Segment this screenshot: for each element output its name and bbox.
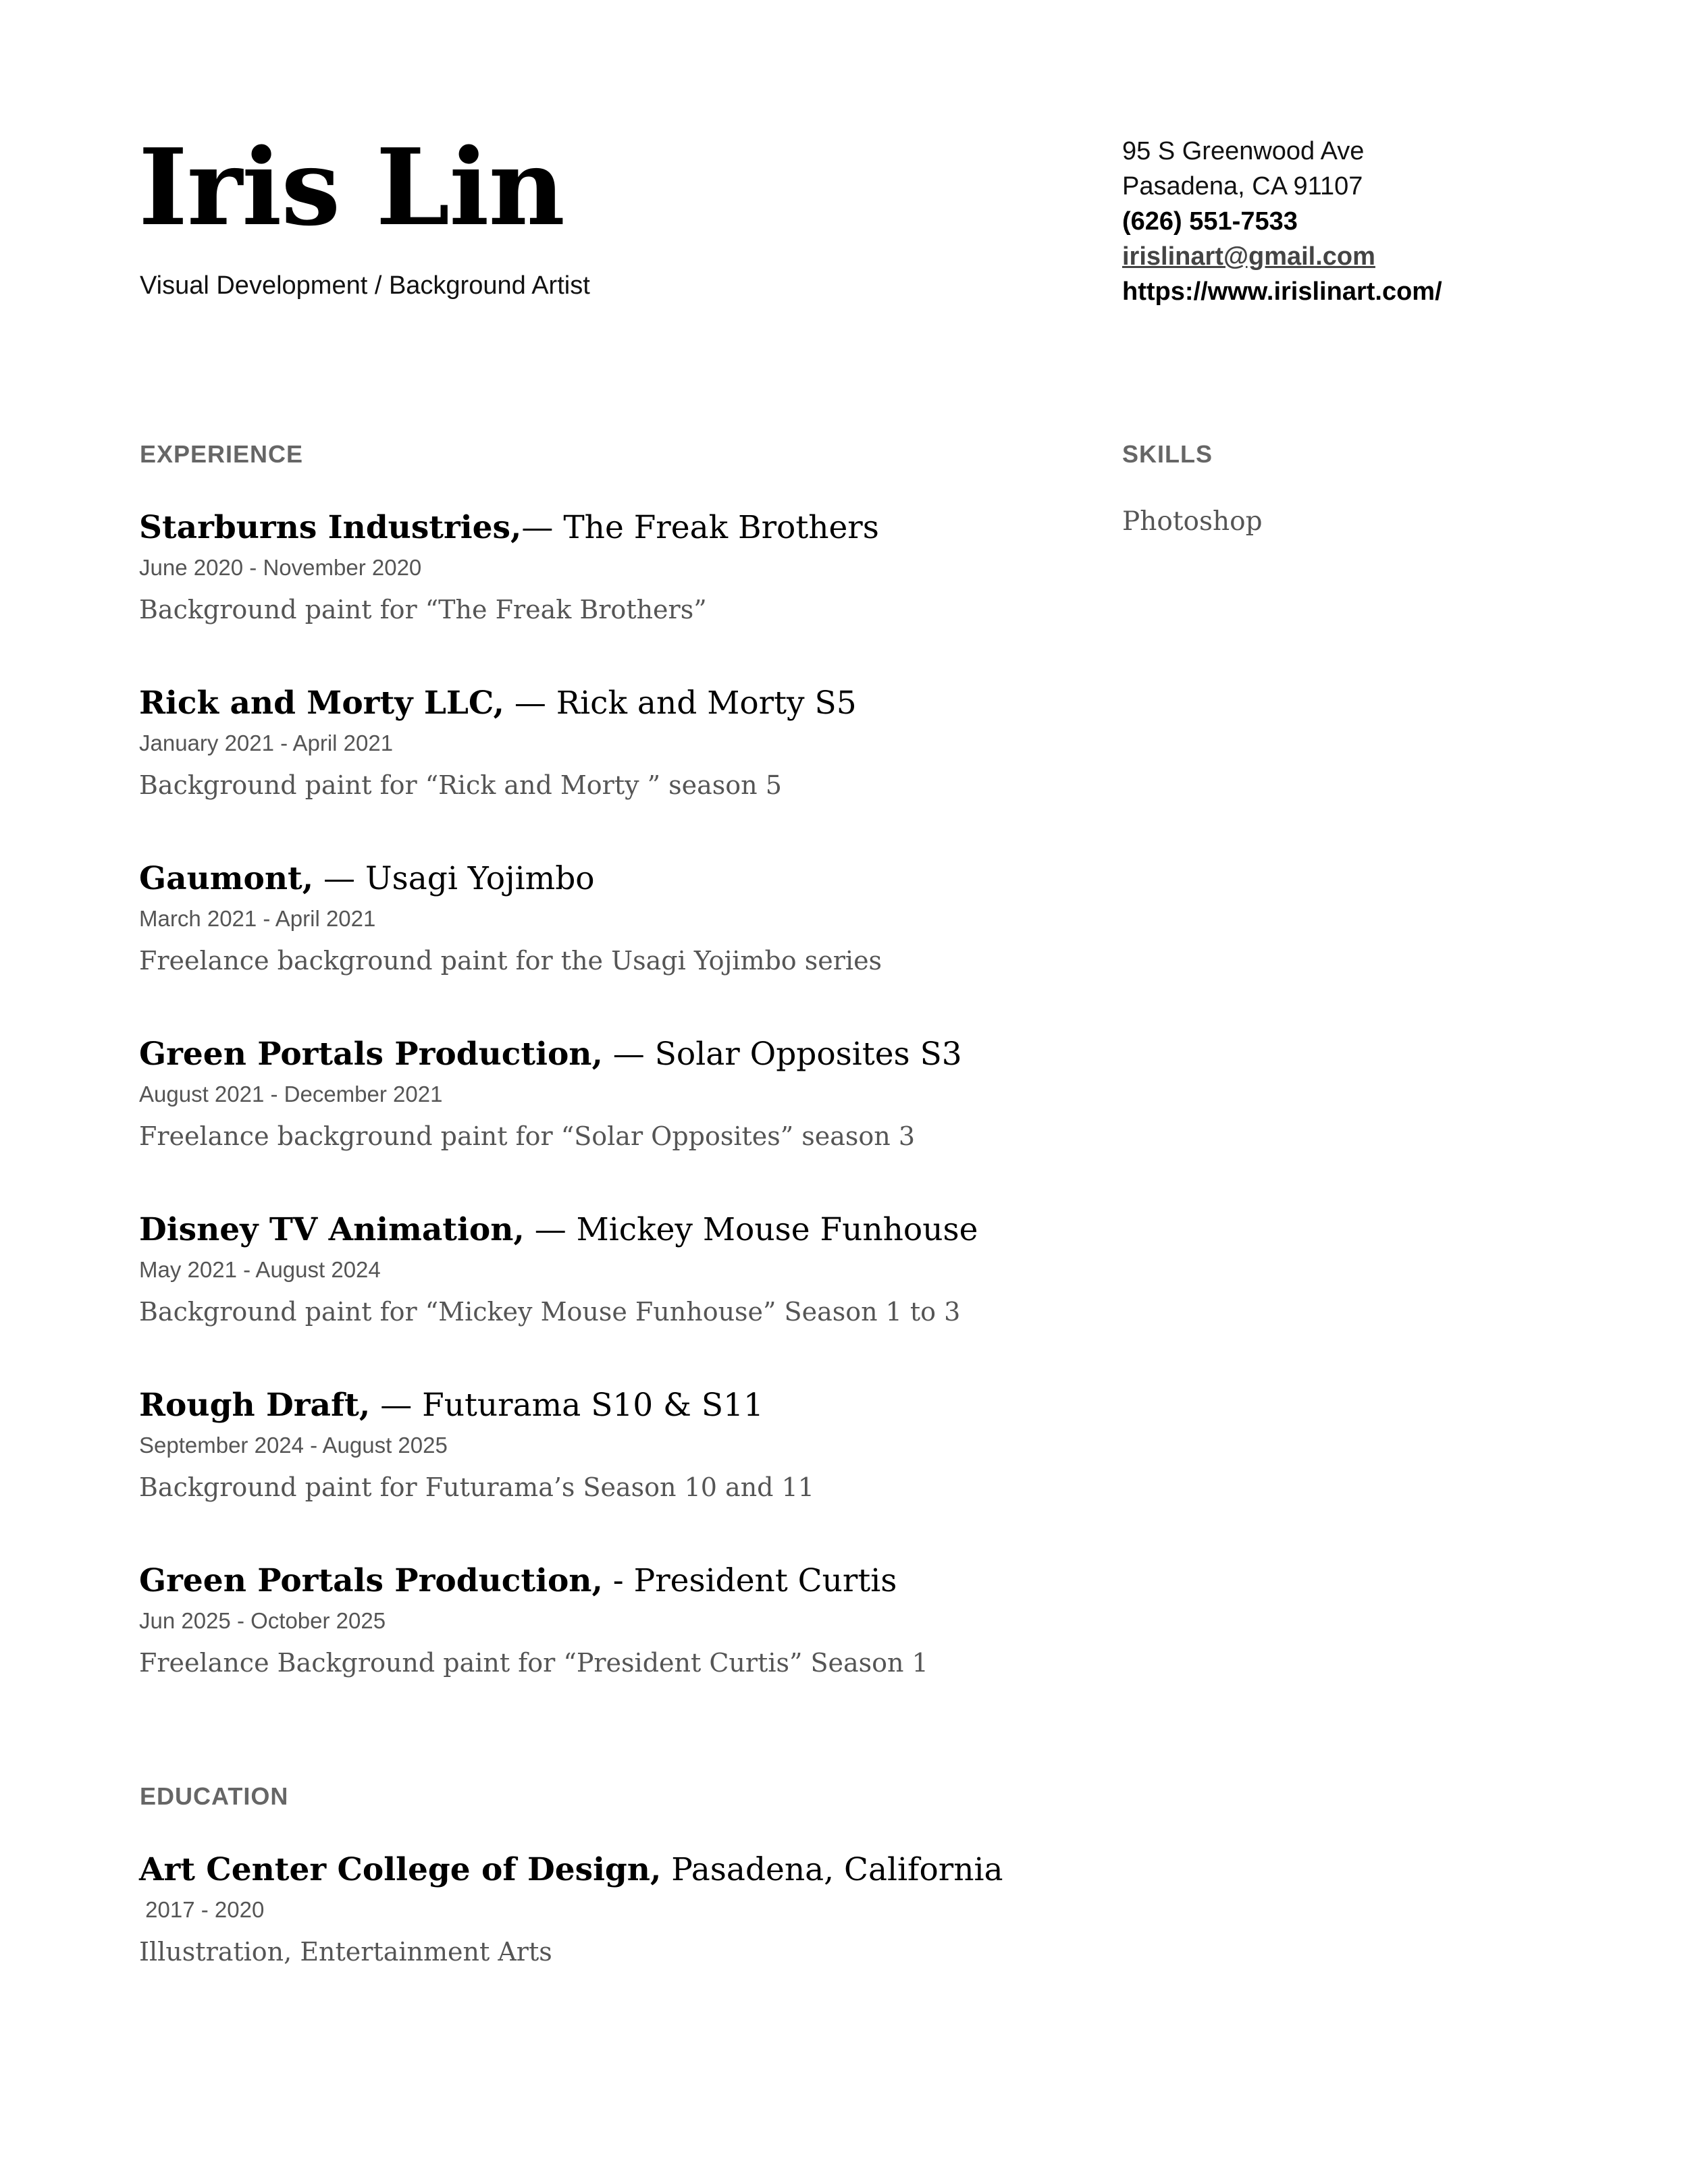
job-description: Freelance Background paint for “President Curtis” Season 1 xyxy=(139,1648,928,1678)
address-line-2: Pasadena, CA 91107 xyxy=(1122,172,1363,201)
job-project: The Freak Brothers xyxy=(563,509,879,546)
job-description: Background paint for “The Freak Brothers” xyxy=(139,595,707,624)
job-heading xyxy=(139,683,1084,724)
job-entry xyxy=(139,1385,1084,1506)
job-dates: August 2021 - December 2021 xyxy=(139,1082,443,1107)
job-dates: January 2021 - April 2021 xyxy=(139,730,394,755)
job-project: Usagi Yojimbo xyxy=(365,860,595,897)
job-entry xyxy=(139,683,1084,803)
job-separator: — xyxy=(504,685,556,722)
job-project: Futurama S10 & S11 xyxy=(422,1387,764,1424)
candidate-name: Iris Lin xyxy=(138,126,564,249)
job-separator: — xyxy=(313,860,365,897)
address-line-1: 95 S Greenwood Ave xyxy=(1122,137,1365,165)
job-heading xyxy=(139,508,1084,548)
job-dates: March 2021 - April 2021 xyxy=(139,906,376,931)
job-employer: Starburns Industries, xyxy=(139,509,522,546)
education-entry xyxy=(139,1850,1084,1970)
job-dates: Jun 2025 - October 2025 xyxy=(139,1608,386,1633)
job-description: Background paint for “Mickey Mouse Funhouse” Season 1 to 3 xyxy=(139,1297,961,1327)
job-entry xyxy=(139,1210,1084,1330)
experience-heading: EXPERIENCE xyxy=(140,440,304,468)
job-project: Solar Opposites S3 xyxy=(654,1036,962,1073)
job-dates: June 2020 - November 2020 xyxy=(139,555,422,580)
job-employer: Disney TV Animation, xyxy=(139,1211,525,1248)
contact-block xyxy=(1122,134,1635,309)
job-project: Rick and Morty S5 xyxy=(556,685,857,722)
job-entry xyxy=(139,508,1084,628)
job-description: Freelance background paint for the Usagi Yojimbo series xyxy=(139,946,882,976)
job-project: President Curtis xyxy=(633,1562,897,1599)
job-description: Background paint for “Rick and Morty ” season 5 xyxy=(139,770,782,800)
education-heading: EDUCATION xyxy=(140,1782,289,1810)
job-employer: Rick and Morty LLC, xyxy=(139,685,504,722)
skills-heading: SKILLS xyxy=(1122,440,1213,468)
job-separator: - xyxy=(602,1562,634,1599)
job-separator: — xyxy=(602,1036,655,1073)
phone-number: (626) 551-7533 xyxy=(1122,207,1298,236)
job-heading xyxy=(139,1210,1084,1250)
job-separator: — xyxy=(521,509,564,546)
school-name: Art Center College of Design, xyxy=(139,1851,662,1888)
job-heading xyxy=(139,1561,1084,1601)
job-entry xyxy=(139,859,1084,979)
job-employer: Green Portals Production, xyxy=(139,1036,603,1073)
job-separator: — xyxy=(370,1387,423,1424)
job-employer: Gaumont, xyxy=(139,860,314,897)
job-dates: September 2024 - August 2025 xyxy=(139,1433,448,1458)
job-heading xyxy=(139,1385,1084,1426)
job-entry xyxy=(139,1034,1084,1154)
job-employer: Green Portals Production, xyxy=(139,1562,603,1599)
job-heading xyxy=(139,859,1084,899)
job-description: Freelance background paint for “Solar Opposites” season 3 xyxy=(139,1121,916,1151)
education-description: Illustration, Entertainment Arts xyxy=(139,1937,552,1967)
job-employer: Rough Draft, xyxy=(139,1387,371,1424)
email-link[interactable]: irislinart@gmail.com xyxy=(1122,242,1375,271)
website-url[interactable]: https://www.irislinart.com/ xyxy=(1122,277,1442,306)
job-description: Background paint for Futurama’s Season 10 and 11 xyxy=(139,1472,814,1502)
candidate-title: Visual Development / Background Artist xyxy=(140,271,590,300)
education-dates: 2017 - 2020 xyxy=(139,1897,265,1922)
skill-item: Photoshop xyxy=(1122,506,1263,537)
job-heading xyxy=(139,1034,1084,1075)
school-location: Pasadena, California xyxy=(661,1851,1003,1888)
job-dates: May 2021 - August 2024 xyxy=(139,1257,381,1282)
job-entry xyxy=(139,1561,1084,1681)
job-separator: — xyxy=(524,1211,577,1248)
education-heading-line xyxy=(139,1850,1084,1890)
job-project: Mickey Mouse Funhouse xyxy=(576,1211,978,1248)
